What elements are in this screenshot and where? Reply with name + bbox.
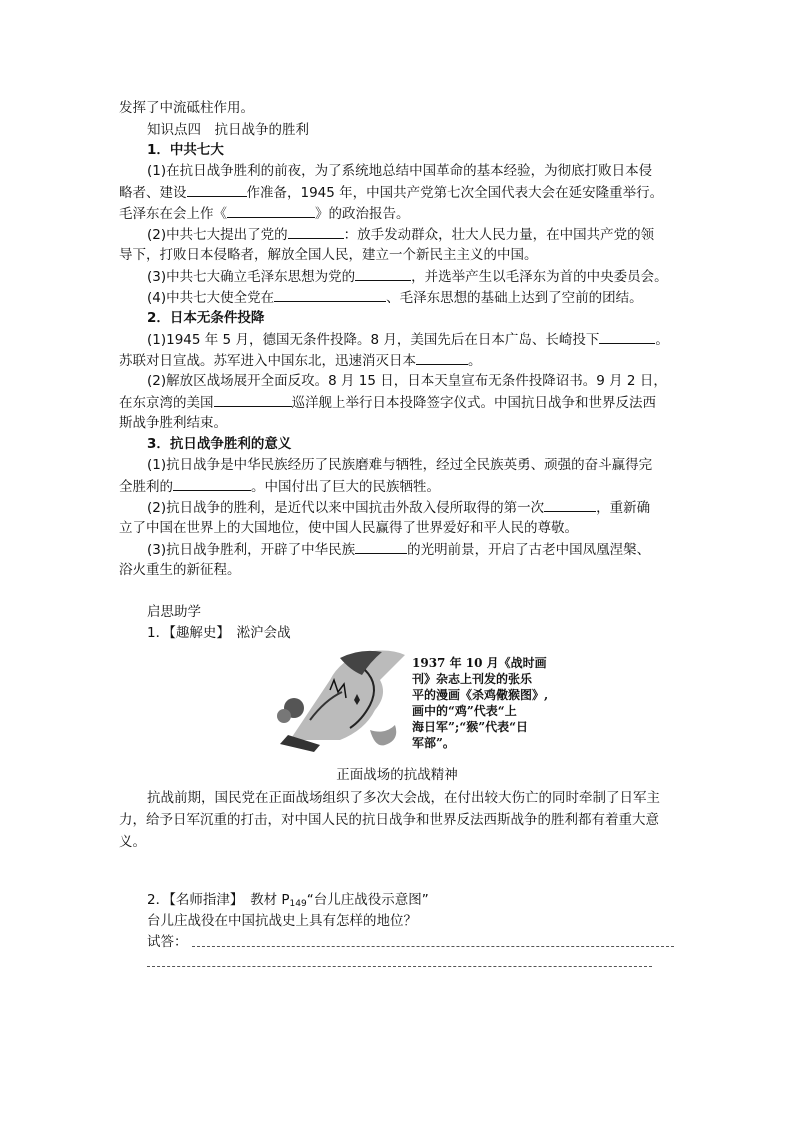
text-line: (1)抗日战争是中华民族经历了民族磨难与牺牲，经过全民族英勇、顽强的奋斗赢得完 — [147, 457, 653, 473]
caption-line: 平的漫画《杀鸡儆猴图》, — [412, 688, 549, 702]
fill-blank[interactable] — [173, 476, 251, 491]
heading-3: 3．抗日战争胜利的意义 — [147, 436, 292, 452]
heading-1: 1．中共七大 — [147, 142, 224, 158]
text-line: 在东京湾的美国 巡洋舰上举行日本投降签字仪式。中国抗日战争和世界反法西 — [119, 392, 656, 413]
heading-2: 2．日本无条件投降 — [147, 310, 265, 326]
text-line: 略者、建设 作准备，1945 年，中国共产党第七次全国代表大会在延安隆重举行。 — [119, 182, 663, 203]
text-line: 苏联对日宣战。苏军进入中国东北，迅速消灭日本 。 — [119, 350, 482, 371]
fill-blank[interactable] — [544, 497, 596, 512]
answer-label: 试答： — [147, 934, 188, 950]
paragraph-line: 力，给予日军沉重的打击，对中国人民的抗日战争和世界反法西斯战争的胜利都有着重大意 — [119, 812, 659, 828]
answer-line[interactable] — [192, 946, 674, 947]
section-title: 启思助学 — [147, 604, 201, 620]
text-line: 毛泽东在会上作《 》的政治报告。 — [119, 203, 410, 224]
intro-line: 发挥了中流砥柱作用。 — [119, 100, 254, 116]
answer-line[interactable] — [147, 966, 652, 967]
text-line: 斯战争胜利结束。 — [119, 415, 227, 431]
text-line: 全胜利的 。中国付出了巨大的民族牺牲。 — [119, 476, 440, 497]
text-line: (4)中共七大使全党在 、毛泽东思想的基础上达到了空前的团结。 — [147, 287, 643, 308]
text-line: 导下，打败日本侵略者，解放全国人民，建立一个新民主主义的中国。 — [119, 247, 538, 263]
cartoon-illustration — [270, 640, 410, 752]
text-line: (2)中共七大提出了党的 ：放手发动群众，壮大人民力量，在中国共产党的领 — [147, 224, 654, 245]
paragraph-line: 抗战前期，国民党在正面战场组织了多次大会战，在付出较大伤亡的同时牵制了日军主 — [147, 790, 660, 806]
figure-caption — [412, 655, 562, 751]
fill-blank[interactable] — [187, 182, 247, 197]
text-line: 浴火重生的新征程。 — [119, 562, 241, 578]
text-line: (2)抗日战争的胜利，是近代以来中国抗击外敌入侵所取得的第一次 ，重新确 — [147, 497, 650, 518]
fill-blank[interactable] — [227, 203, 315, 218]
caption-line: 军部”。 — [412, 736, 455, 750]
caption-line: 画中的“鸡”代表“上 — [412, 704, 517, 718]
fill-blank[interactable] — [274, 287, 386, 302]
caption-line: 海日军”;“猴”代表“日 — [412, 720, 529, 734]
text-line: 立了中国在世界上的大国地位，使中国人民赢得了世界爱好和平人民的尊敬。 — [119, 520, 578, 536]
question: 台儿庄战役在中国抗战史上具有怎样的地位？ — [147, 913, 417, 929]
paragraph-line: 义。 — [119, 834, 146, 850]
text-line: (1)在抗日战争胜利的前夜，为了系统地总结中国革命的基本经验，为彻底打败日本侵 — [147, 163, 653, 179]
text-line: (3)中共七大确立毛泽东思想为党的 ，并选举产生以毛泽东为首的中央委员会。 — [147, 266, 668, 287]
caption-line: 1937 年 10 月《战时画 — [412, 656, 547, 670]
caption-line: 刊》杂志上刊发的张乐 — [412, 672, 533, 686]
item-label: 2．【名师指津】 教材 $P_{149}“$台儿庄战役示意图” — [147, 892, 429, 909]
figure-subtitle: 正面战场的抗战精神 — [336, 767, 458, 783]
fill-blank[interactable] — [416, 350, 468, 365]
fill-blank[interactable] — [355, 539, 407, 554]
section-title: 知识点四 抗日战争的胜利 — [147, 122, 309, 138]
fill-blank[interactable] — [355, 266, 411, 281]
fill-blank[interactable] — [599, 329, 655, 344]
text-line: (3)抗日战争胜利，开辟了中华民族 的光明前景，开启了古老中国凤凰涅槃、 — [147, 539, 650, 560]
fill-blank[interactable] — [214, 392, 292, 407]
text-line: (1)1945 年 5 月，德国无条件投降。8 月，美国先后在日本广岛、长崎投下 。 — [147, 329, 669, 350]
item-label: 1．【趣解史】 淞沪会战 — [147, 625, 291, 641]
fill-blank[interactable] — [288, 224, 344, 239]
text-line: (2)解放区战场展开全面反攻。8 月 15 日，日本天皇宣布无条件投降诏书。9 月 2 日， — [147, 373, 667, 389]
